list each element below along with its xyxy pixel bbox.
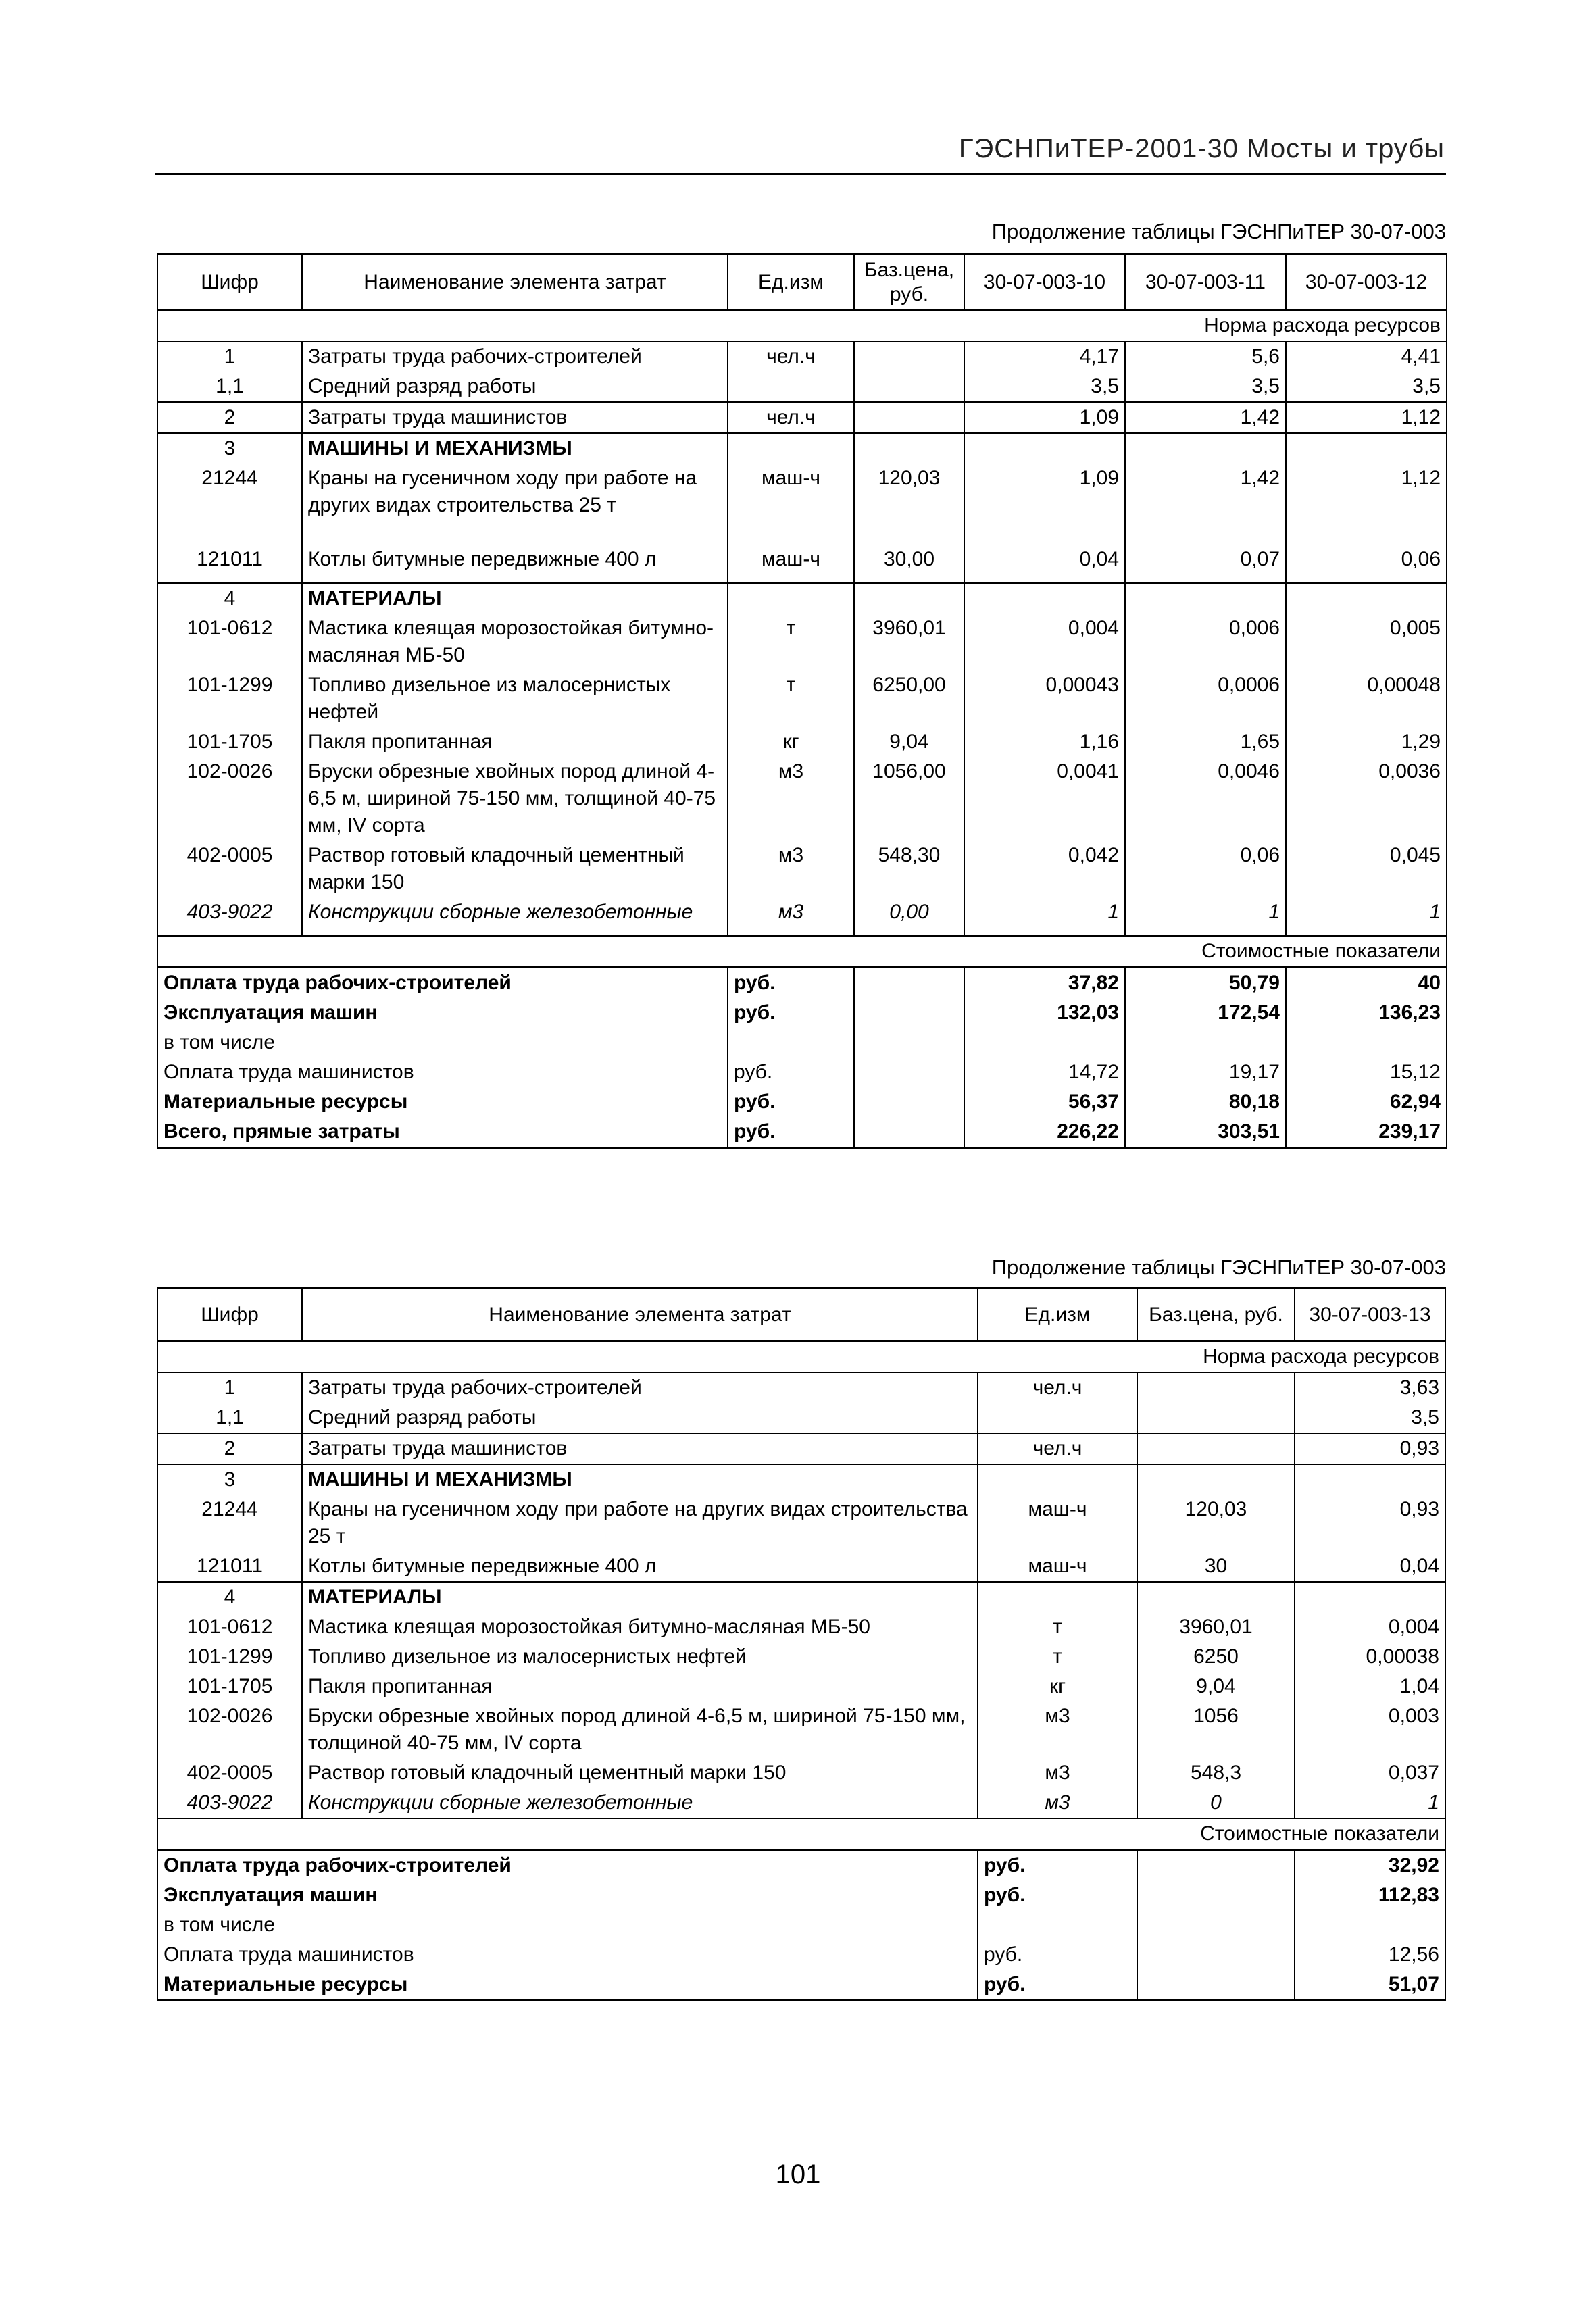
row-price — [1137, 1372, 1295, 1403]
cost-row — [157, 1910, 1445, 1940]
row-name: Затраты труда машинистов — [302, 1433, 978, 1464]
col-header-code: Шифр — [157, 255, 302, 310]
row-name: Котлы битумные передвижные 400 л — [302, 1551, 978, 1582]
row-v3: 1 — [1286, 897, 1447, 936]
table1-continuation-caption: Продолжение таблицы ГЭСНПиТЕР 30-07-003 — [991, 220, 1446, 243]
row-unit: маш-ч — [728, 545, 854, 583]
row-v1: 0,93 — [1295, 1495, 1445, 1551]
col-header-code: Шифр — [157, 1289, 302, 1341]
table1-cost-title-row — [157, 936, 1447, 968]
row-price: 120,03 — [854, 464, 964, 545]
table-row-section-machines — [157, 433, 1447, 464]
row-price — [1137, 1433, 1295, 1464]
row-v1: 0,003 — [1295, 1701, 1445, 1758]
row-code: 21244 — [157, 1495, 302, 1551]
table2-resource-norms — [157, 1287, 1446, 2001]
row-v3: 0,0036 — [1286, 757, 1447, 841]
row-name: МАШИНЫ И МЕХАНИЗМЫ — [302, 433, 728, 464]
row-v2: 0,06 — [1125, 841, 1286, 897]
cost-v1: 56,37 — [964, 1087, 1125, 1117]
row-v2: 0,07 — [1125, 545, 1286, 583]
row-v2: 1,42 — [1125, 402, 1286, 433]
row-name: Конструкции сборные железобетонные — [302, 897, 728, 936]
row-price: 0,00 — [854, 897, 964, 936]
col-header-c3: 30-07-003-12 — [1286, 255, 1447, 310]
norm-title: Норма расхода ресурсов — [157, 310, 1447, 342]
row-v3: 0,005 — [1286, 614, 1447, 670]
cost-v3: 62,94 — [1286, 1087, 1447, 1117]
row-unit — [978, 1403, 1137, 1433]
row-v2: 1,65 — [1125, 727, 1286, 757]
row-v2: 3,5 — [1125, 372, 1286, 402]
row-unit: чел.ч — [728, 341, 854, 372]
row-v1: 0,04 — [964, 545, 1125, 583]
row-price: 3960,01 — [1137, 1612, 1295, 1642]
row-name: Бруски обрезные хвойных пород длиной 4-6,5 м, шириной 75-150 мм, толщиной 40-75 мм, IV сорта — [302, 757, 728, 841]
row-name: Средний разряд работы — [302, 1403, 978, 1433]
cost-label: Всего, прямые затраты — [157, 1117, 728, 1148]
row-v1: 3,5 — [1295, 1403, 1445, 1433]
cost-label: Оплата труда рабочих-строителей — [157, 1850, 978, 1881]
row-name: Затраты труда машинистов — [302, 402, 728, 433]
table-row — [157, 757, 1447, 841]
row-price: 9,04 — [1137, 1672, 1295, 1701]
table2-continuation-caption: Продолжение таблицы ГЭСНПиТЕР 30-07-003 — [991, 1255, 1446, 1279]
table-row — [157, 1701, 1445, 1758]
row-name: Раствор готовый кладочный цементный марки 150 — [302, 1758, 978, 1788]
row-v1: 1 — [964, 897, 1125, 936]
col-header-unit: Ед.изм — [728, 255, 854, 310]
row-unit: м3 — [728, 757, 854, 841]
row-code: 101-0612 — [157, 1612, 302, 1642]
table-row — [157, 1642, 1445, 1672]
row-name: Краны на гусеничном ходу при работе на других видах строительства 25 т — [302, 1495, 978, 1551]
row-price — [854, 372, 964, 402]
row-code: 102-0026 — [157, 757, 302, 841]
row-name: Краны на гусеничном ходу при работе на других видах строительства 25 т — [302, 464, 728, 545]
cost-v2: 80,18 — [1125, 1087, 1286, 1117]
row-v1: 0,93 — [1295, 1433, 1445, 1464]
row-code: 1 — [157, 341, 302, 372]
row-name: Пакля пропитанная — [302, 727, 728, 757]
cost-label: Материальные ресурсы — [157, 1087, 728, 1117]
cost-unit: руб. — [728, 1087, 854, 1117]
row-code: 101-1705 — [157, 1672, 302, 1701]
cost-label: Оплата труда машинистов — [157, 1940, 978, 1970]
row-unit: м3 — [728, 897, 854, 936]
row-v3: 3,5 — [1286, 372, 1447, 402]
cost-label: Материальные ресурсы — [157, 1970, 978, 2001]
row-unit — [728, 372, 854, 402]
table-row — [157, 1788, 1445, 1818]
table-row-section-materials — [157, 583, 1447, 614]
table-row — [157, 1433, 1445, 1464]
row-unit: м3 — [978, 1758, 1137, 1788]
table-row — [157, 402, 1447, 433]
row-v2: 1 — [1125, 897, 1286, 936]
row-price — [854, 341, 964, 372]
row-code: 1 — [157, 1372, 302, 1403]
cost-row — [157, 1940, 1445, 1970]
row-v1: 0,042 — [964, 841, 1125, 897]
table-row — [157, 372, 1447, 402]
cost-label: Эксплуатация машин — [157, 998, 728, 1028]
row-name: Топливо дизельное из малосернистых нефтей — [302, 670, 728, 727]
row-v1: 1,09 — [964, 402, 1125, 433]
row-unit: чел.ч — [978, 1433, 1137, 1464]
row-code: 121011 — [157, 545, 302, 583]
row-name: Бруски обрезные хвойных пород длиной 4-6,5 м, шириной 75-150 мм, толщиной 40-75 мм, IV сорта — [302, 1701, 978, 1758]
row-v3: 1,12 — [1286, 402, 1447, 433]
row-price — [854, 402, 964, 433]
table-row — [157, 670, 1447, 727]
cost-v2: 50,79 — [1125, 968, 1286, 999]
row-v3: 0,00048 — [1286, 670, 1447, 727]
table2-header-row — [157, 1289, 1445, 1341]
table-row-section-materials — [157, 1582, 1445, 1612]
col-header-c2: 30-07-003-11 — [1125, 255, 1286, 310]
cost-label: в том числе — [157, 1910, 978, 1940]
table1-norm-title-row — [157, 310, 1447, 342]
row-unit: чел.ч — [978, 1372, 1137, 1403]
row-code: 101-1299 — [157, 1642, 302, 1672]
row-unit: т — [728, 614, 854, 670]
row-code: 2 — [157, 1433, 302, 1464]
table-row — [157, 1403, 1445, 1433]
row-v3: 1,12 — [1286, 464, 1447, 545]
norm-title: Норма расхода ресурсов — [157, 1341, 1445, 1373]
row-v1: 0,00038 — [1295, 1642, 1445, 1672]
page-number: 101 — [775, 2160, 821, 2189]
document-header-title: ГЭСНПиТЕР-2001-30 Мосты и трубы — [958, 134, 1445, 164]
row-price: 6250,00 — [854, 670, 964, 727]
table-row — [157, 614, 1447, 670]
cost-v2: 172,54 — [1125, 998, 1286, 1028]
cost-label: в том числе — [157, 1028, 728, 1057]
cost-row — [157, 968, 1447, 999]
row-v2: 0,006 — [1125, 614, 1286, 670]
row-name: МАТЕРИАЛЫ — [302, 583, 728, 614]
col-header-name: Наименование элемента затрат — [302, 255, 728, 310]
col-header-unit: Ед.изм — [978, 1289, 1137, 1341]
row-price: 9,04 — [854, 727, 964, 757]
row-unit: кг — [978, 1672, 1137, 1701]
cost-v2: 303,51 — [1125, 1117, 1286, 1148]
cost-row — [157, 1057, 1447, 1087]
row-code: 121011 — [157, 1551, 302, 1582]
cost-row — [157, 1850, 1445, 1881]
cost-label: Оплата труда машинистов — [157, 1057, 728, 1087]
row-unit: м3 — [978, 1788, 1137, 1818]
row-v3: 1,29 — [1286, 727, 1447, 757]
row-unit: т — [728, 670, 854, 727]
table1-resource-norms — [157, 253, 1447, 1149]
row-code: 3 — [157, 433, 302, 464]
row-code: 2 — [157, 402, 302, 433]
table-row — [157, 727, 1447, 757]
row-price: 0 — [1137, 1788, 1295, 1818]
cost-row — [157, 998, 1447, 1028]
table-row — [157, 1672, 1445, 1701]
col-header-name: Наименование элемента затрат — [302, 1289, 978, 1341]
table-row — [157, 341, 1447, 372]
row-unit: маш-ч — [978, 1495, 1137, 1551]
cost-v3: 136,23 — [1286, 998, 1447, 1028]
row-v1: 3,5 — [964, 372, 1125, 402]
row-v1: 0,0041 — [964, 757, 1125, 841]
row-code: 403-9022 — [157, 897, 302, 936]
row-name: Раствор готовый кладочный цементный марки 150 — [302, 841, 728, 897]
row-v1: 1,16 — [964, 727, 1125, 757]
row-v1: 1,04 — [1295, 1672, 1445, 1701]
table-row — [157, 1612, 1445, 1642]
row-v3: 0,06 — [1286, 545, 1447, 583]
cost-unit: руб. — [978, 1850, 1137, 1881]
row-v1: 4,17 — [964, 341, 1125, 372]
row-unit: маш-ч — [978, 1551, 1137, 1582]
row-v3: 0,045 — [1286, 841, 1447, 897]
cost-v1: 51,07 — [1295, 1970, 1445, 2001]
row-code: 4 — [157, 583, 302, 614]
row-unit: т — [978, 1642, 1137, 1672]
row-name: Мастика клеящая морозостойкая битумно-масляная МБ-50 — [302, 1612, 978, 1642]
table-row — [157, 897, 1447, 936]
cost-unit: руб. — [728, 1117, 854, 1148]
row-name: Котлы битумные передвижные 400 л — [302, 545, 728, 583]
row-unit: маш-ч — [728, 464, 854, 545]
col-header-price: Баз.цена, руб. — [1137, 1289, 1295, 1341]
cost-v1: 112,83 — [1295, 1881, 1445, 1910]
cost-label: Эксплуатация машин — [157, 1881, 978, 1910]
col-header-price: Баз.цена, руб. — [854, 255, 964, 310]
row-unit: м3 — [728, 841, 854, 897]
cost-unit: руб. — [978, 1940, 1137, 1970]
row-code: 3 — [157, 1464, 302, 1495]
cost-v1: 12,56 — [1295, 1940, 1445, 1970]
row-code: 101-0612 — [157, 614, 302, 670]
row-price: 30,00 — [854, 545, 964, 583]
row-code: 101-1705 — [157, 727, 302, 757]
cost-unit: руб. — [728, 1057, 854, 1087]
table-row-section-machines — [157, 1464, 1445, 1495]
row-code: 102-0026 — [157, 1701, 302, 1758]
row-price: 30 — [1137, 1551, 1295, 1582]
row-v1: 0,04 — [1295, 1551, 1445, 1582]
row-name: МАТЕРИАЛЫ — [302, 1582, 978, 1612]
table-row — [157, 841, 1447, 897]
table1-header-row — [157, 255, 1447, 310]
cost-v1: 14,72 — [964, 1057, 1125, 1087]
row-price: 1056,00 — [854, 757, 964, 841]
row-v2: 0,0046 — [1125, 757, 1286, 841]
row-unit: кг — [728, 727, 854, 757]
row-name: Затраты труда рабочих-строителей — [302, 341, 728, 372]
row-price: 120,03 — [1137, 1495, 1295, 1551]
row-v1: 0,004 — [964, 614, 1125, 670]
cost-title: Стоимостные показатели — [157, 1818, 1445, 1850]
row-name: Средний разряд работы — [302, 372, 728, 402]
row-price: 3960,01 — [854, 614, 964, 670]
row-price — [1137, 1403, 1295, 1433]
table2-cost-title-row — [157, 1818, 1445, 1850]
row-v1: 1 — [1295, 1788, 1445, 1818]
cost-v3: 239,17 — [1286, 1117, 1447, 1148]
row-price: 548,3 — [1137, 1758, 1295, 1788]
row-price: 548,30 — [854, 841, 964, 897]
header-rule — [155, 173, 1446, 175]
row-v2: 1,42 — [1125, 464, 1286, 545]
row-unit: м3 — [978, 1701, 1137, 1758]
row-name: Топливо дизельное из малосернистых нефтей — [302, 1642, 978, 1672]
row-code: 1,1 — [157, 1403, 302, 1433]
cost-v3: 15,12 — [1286, 1057, 1447, 1087]
cost-row — [157, 1087, 1447, 1117]
cost-row — [157, 1970, 1445, 2001]
row-unit: т — [978, 1612, 1137, 1642]
col-header-c1: 30-07-003-10 — [964, 255, 1125, 310]
row-name: Затраты труда рабочих-строителей — [302, 1372, 978, 1403]
row-v1: 0,00043 — [964, 670, 1125, 727]
table2-norm-title-row — [157, 1341, 1445, 1373]
row-code: 403-9022 — [157, 1788, 302, 1818]
table-row — [157, 464, 1447, 545]
cost-v1: 32,92 — [1295, 1850, 1445, 1881]
row-v1: 1,09 — [964, 464, 1125, 545]
cost-unit: руб. — [728, 998, 854, 1028]
row-code: 402-0005 — [157, 1758, 302, 1788]
table-row — [157, 1372, 1445, 1403]
cost-v1: 226,22 — [964, 1117, 1125, 1148]
row-name: Конструкции сборные железобетонные — [302, 1788, 978, 1818]
table-row — [157, 1551, 1445, 1582]
cost-row — [157, 1881, 1445, 1910]
row-code: 1,1 — [157, 372, 302, 402]
cost-unit: руб. — [978, 1881, 1137, 1910]
table-row — [157, 1758, 1445, 1788]
row-name: МАШИНЫ И МЕХАНИЗМЫ — [302, 1464, 978, 1495]
row-unit: чел.ч — [728, 402, 854, 433]
row-v2: 5,6 — [1125, 341, 1286, 372]
row-v1: 3,63 — [1295, 1372, 1445, 1403]
row-code: 402-0005 — [157, 841, 302, 897]
row-price: 6250 — [1137, 1642, 1295, 1672]
row-code: 21244 — [157, 464, 302, 545]
cost-v2: 19,17 — [1125, 1057, 1286, 1087]
cost-unit: руб. — [728, 968, 854, 999]
row-name: Пакля пропитанная — [302, 1672, 978, 1701]
table-row — [157, 545, 1447, 583]
cost-v1: 37,82 — [964, 968, 1125, 999]
row-name: Мастика клеящая морозостойкая битумно-масляная МБ-50 — [302, 614, 728, 670]
cost-v1: 132,03 — [964, 998, 1125, 1028]
cost-row — [157, 1028, 1447, 1057]
cost-title: Стоимостные показатели — [157, 936, 1447, 968]
row-code: 4 — [157, 1582, 302, 1612]
row-v1: 0,037 — [1295, 1758, 1445, 1788]
row-v3: 4,41 — [1286, 341, 1447, 372]
cost-v3: 40 — [1286, 968, 1447, 999]
row-price: 1056 — [1137, 1701, 1295, 1758]
col-header-c1: 30-07-003-13 — [1295, 1289, 1445, 1341]
cost-label: Оплата труда рабочих-строителей — [157, 968, 728, 999]
cost-unit: руб. — [978, 1970, 1137, 2001]
row-v2: 0,0006 — [1125, 670, 1286, 727]
row-v1: 0,004 — [1295, 1612, 1445, 1642]
table-row — [157, 1495, 1445, 1551]
row-code: 101-1299 — [157, 670, 302, 727]
cost-row — [157, 1117, 1447, 1148]
